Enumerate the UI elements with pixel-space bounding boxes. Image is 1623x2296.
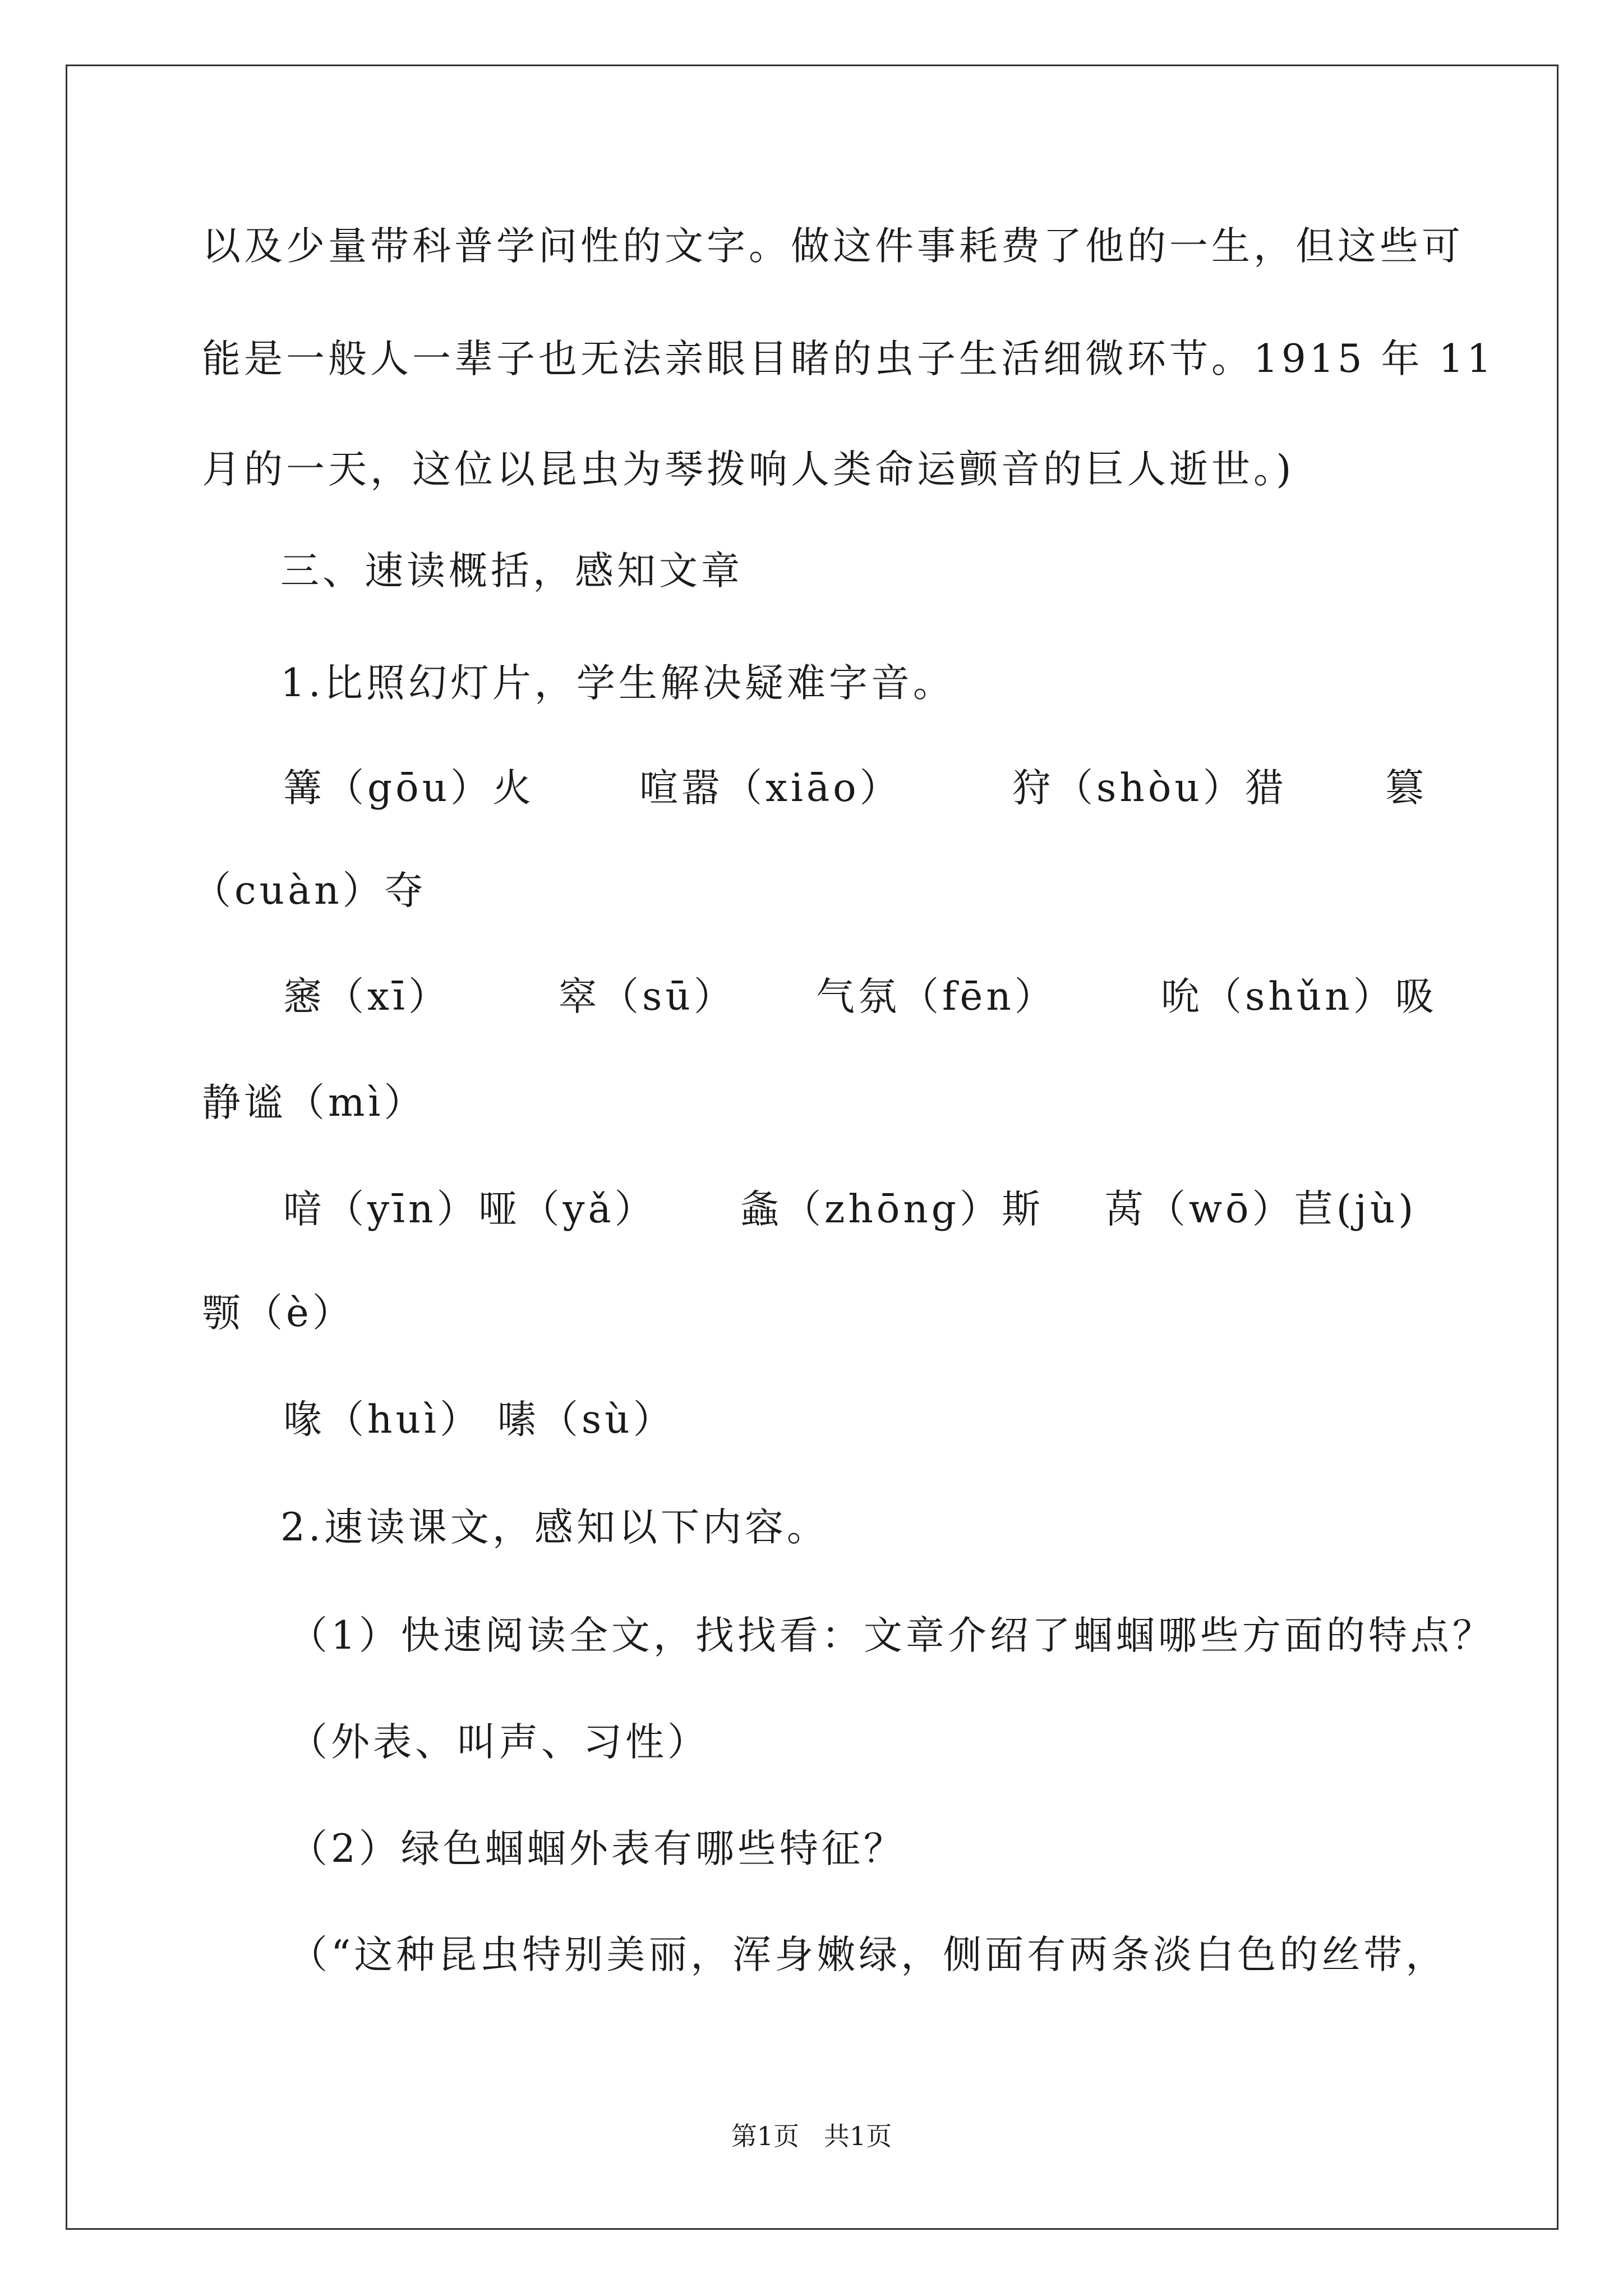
paragraph-line-1: 以及少量带科普学问性的文字。做这件事耗费了他的一生，但这些可 [202, 224, 1464, 269]
pinyin-item: 颚（è） [202, 1291, 354, 1336]
pinyin-item: 静谧（mì） [202, 1080, 426, 1125]
pinyin-item: 篡 [1385, 766, 1427, 811]
pinyin-item: 窣（sū） [558, 974, 736, 1019]
pinyin-item: 篝（gōu）火 [283, 766, 535, 811]
answer-2: （“这种昆虫特别美丽，浑身嫩绿，侧面有两条淡白色的丝带， [289, 1932, 1448, 1977]
page-footer: 第1页 共1页 [731, 2121, 892, 2151]
pinyin-item: 莴（wō）苣(jù) [1105, 1187, 1417, 1232]
list-item-1: 1.比照幻灯片，学生解决疑难字音。 [280, 661, 955, 706]
pinyin-item: 狩（shòu）猎 [1012, 766, 1287, 811]
pinyin-item: 窸（xī） [283, 974, 450, 1019]
pinyin-item: 吮（shǔn）吸 [1161, 974, 1437, 1019]
pinyin-item: （cuàn）夺 [192, 868, 427, 913]
pinyin-item: 喙（huì） 嗉（sù） [283, 1397, 675, 1442]
list-item-2: 2.速读课文，感知以下内容。 [280, 1505, 829, 1550]
answer-1: （外表、叫声、习性） [289, 1720, 709, 1765]
pinyin-item: 气氛（fēn） [816, 974, 1057, 1019]
paragraph-line-2: 能是一般人一辈子也无法亲眼目睹的虫子生活细微环节。1915 年 11 [202, 337, 1495, 381]
section-heading: 三、速读概括，感知文章 [280, 549, 743, 593]
question-2: （2）绿色蝈蝈外表有哪些特征？ [289, 1826, 906, 1871]
pinyin-item: 喑（yīn）哑（yǎ） [283, 1187, 657, 1232]
page-border [66, 65, 1559, 2230]
paragraph-line-3: 月的一天，这位以昆虫为琴拨响人类命运颤音的巨人逝世。) [202, 447, 1295, 492]
question-1: （1）快速阅读全文，找找看：文章介绍了蝈蝈哪些方面的特点？ [289, 1613, 1495, 1658]
pinyin-item: 喧嚣（xiāo） [639, 766, 902, 811]
pinyin-item: 螽（zhōng）斯 [740, 1187, 1044, 1232]
